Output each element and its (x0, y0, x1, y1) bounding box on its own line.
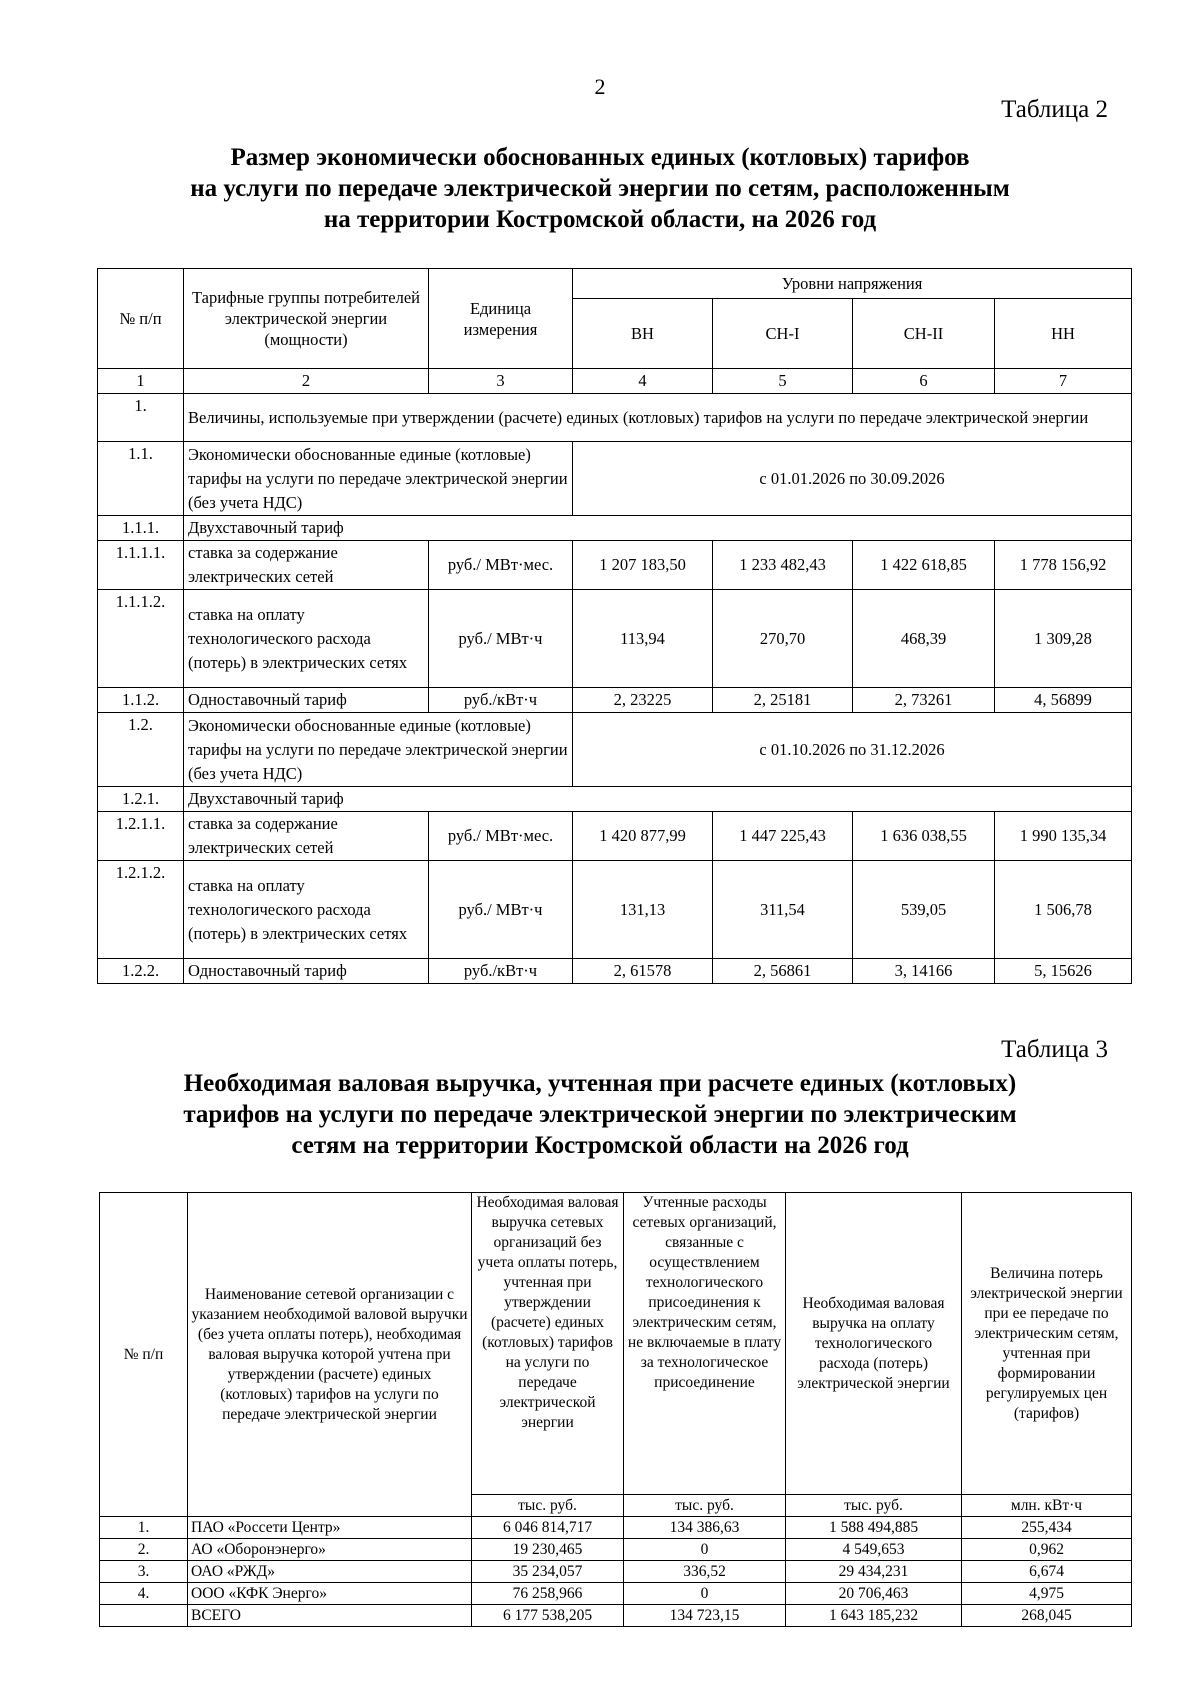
value-vn: 2, 23225 (573, 688, 713, 713)
value-sn1: 1 233 482,43 (713, 541, 853, 590)
header-num: № п/п (100, 1193, 188, 1517)
value-loss: 4 549,653 (786, 1539, 962, 1561)
table2-title-line: на услуги по передаче электрической энергии по сетям, расположенным (190, 175, 1010, 202)
value-nvv: 6 046 814,717 (472, 1517, 624, 1539)
col-number: 4 (573, 369, 713, 394)
row-unit: руб./кВт·ч (429, 688, 573, 713)
row-num: 1.2.2. (98, 959, 184, 984)
row-name: ставка за содержание электрических сетей (184, 541, 429, 590)
page-number: 2 (594, 74, 606, 99)
header-nn: НН (995, 299, 1132, 369)
table3-title-line: тарифов на услуги по передаче электрической энергии по электрическим (183, 1101, 1017, 1128)
row-num: 1.2.1.1. (98, 812, 184, 861)
value-vn: 1 207 183,50 (573, 541, 713, 590)
org-name: ПАО «Россети Центр» (188, 1517, 472, 1539)
value-vn: 131,13 (573, 861, 713, 959)
row-num: 3. (100, 1561, 188, 1583)
total-loss: 1 643 185,232 (786, 1605, 962, 1627)
header-nvv: Необходимая валовая выручка сетевых организаций без учета оплаты потерь, учтенная при утверждении (расчете) единых (котловых) тарифов на услуги по передаче электрической энергии (472, 1193, 624, 1495)
row-num: 1.1.1.2. (98, 590, 184, 688)
value-volume: 4,975 (962, 1583, 1132, 1605)
row-num: 1.1.1.1. (98, 541, 184, 590)
row-name: ставка на оплату технологического расхода (потерь) в электрических сетях (184, 861, 429, 959)
header-sn2: СН-II (853, 299, 995, 369)
unit-nvv: тыс. руб. (472, 1495, 624, 1517)
row-num: 1.1.2. (98, 688, 184, 713)
value-loss: 20 706,463 (786, 1583, 962, 1605)
table2-title-line: на территории Костромской области, на 2026 год (323, 206, 877, 233)
total-nvv: 6 177 538,205 (472, 1605, 624, 1627)
table3-label: Таблица 3 (1001, 1036, 1108, 1063)
row-num: 1.1.1. (98, 516, 184, 541)
value-vn: 2, 61578 (573, 959, 713, 984)
header-num: № п/п (98, 269, 184, 369)
row-name: Экономически обоснованные единые (котловые) тарифы на услуги по передаче электрической энергии (без учета НДС) (184, 442, 573, 516)
period: с 01.01.2026 по 30.09.2026 (573, 442, 1132, 516)
value-sn2: 468,39 (853, 590, 995, 688)
value-sn2: 539,05 (853, 861, 995, 959)
table3-title (100, 1068, 1100, 1161)
unit-volume: млн. кВт·ч (962, 1495, 1132, 1517)
total-volume: 268,045 (962, 1605, 1132, 1627)
row-num: 1.1. (98, 442, 184, 516)
value-tp: 336,52 (624, 1561, 786, 1583)
header-tp-costs: Учтенные расходы сетевых организаций, связанные с осуществлением технологического присоединения к электрическим сетям, не включаемые в плату за технологическое присоединение (624, 1193, 786, 1495)
period: с 01.10.2026 по 31.12.2026 (573, 713, 1132, 787)
row-num: 1.2. (98, 713, 184, 787)
value-volume: 6,674 (962, 1561, 1132, 1583)
unit-loss: тыс. руб. (786, 1495, 962, 1517)
col-number: 5 (713, 369, 853, 394)
table2-label: Таблица 2 (1001, 96, 1108, 123)
row-name: ставка за содержание электрических сетей (184, 812, 429, 861)
row-name: ставка на оплату технологического расхода (потерь) в электрических сетях (184, 590, 429, 688)
table2-title (100, 142, 1100, 235)
total-tp: 134 723,15 (624, 1605, 786, 1627)
row-name: Двухставочный тариф (184, 516, 1132, 541)
revenue-table (99, 1192, 1132, 1627)
value-sn1: 311,54 (713, 861, 853, 959)
row-unit: руб./ МВт·ч (429, 861, 573, 959)
row-unit: руб./ МВт·ч (429, 590, 573, 688)
value-vn: 1 420 877,99 (573, 812, 713, 861)
value-volume: 0,962 (962, 1539, 1132, 1561)
header-voltage-levels: Уровни напряжения (573, 269, 1132, 299)
header-org-name: Наименование сетевой организации с указанием необходимой валовой выручки (без учета оплаты потерь), необходимая валовая выручка которой учтена при утверждении (расчете) единых (котловых) тарифов на услуги по передаче электрической энергии (188, 1193, 472, 1517)
col-number: 3 (429, 369, 573, 394)
tariff-table (97, 268, 1132, 984)
value-nn: 1 506,78 (995, 861, 1132, 959)
row-num (100, 1605, 188, 1627)
header-loss-revenue: Необходимая валовая выручка на оплату технологического расхода (потерь) электрической энергии (786, 1193, 962, 1495)
value-sn2: 1 636 038,55 (853, 812, 995, 861)
value-sn2: 1 422 618,85 (853, 541, 995, 590)
row-num: 1. (100, 1517, 188, 1539)
org-name: ОАО «РЖД» (188, 1561, 472, 1583)
value-tp: 0 (624, 1583, 786, 1605)
value-nn: 4, 56899 (995, 688, 1132, 713)
header-sn1: СН-I (713, 299, 853, 369)
value-loss: 1 588 494,885 (786, 1517, 962, 1539)
row-num: 2. (100, 1539, 188, 1561)
value-tp: 0 (624, 1539, 786, 1561)
header-group: Тарифные группы потребителей электрической энергии (мощности) (184, 269, 429, 369)
header-unit: Единица измерения (429, 269, 573, 369)
value-nvv: 76 258,966 (472, 1583, 624, 1605)
table-row (100, 1561, 1132, 1583)
total-label: ВСЕГО (188, 1605, 472, 1627)
table3-title-line: Необходимая валовая выручка, учтенная при расчете единых (котловых) (183, 1070, 1017, 1097)
section-heading: Величины, используемые при утверждении (расчете) единых (котловых) тарифов на услуги по передаче электрической энергии (184, 394, 1132, 442)
col-number: 6 (853, 369, 995, 394)
row-unit: руб./ МВт·мес. (429, 541, 573, 590)
row-num: 1. (98, 394, 184, 442)
value-nn: 1 778 156,92 (995, 541, 1132, 590)
table-row (100, 1583, 1132, 1605)
row-name: Одноставочный тариф (184, 688, 429, 713)
row-num: 1.2.1.2. (98, 861, 184, 959)
value-sn1: 2, 56861 (713, 959, 853, 984)
col-number: 2 (184, 369, 429, 394)
col-number: 7 (995, 369, 1132, 394)
table-row (100, 1517, 1132, 1539)
value-sn1: 2, 25181 (713, 688, 853, 713)
row-num: 4. (100, 1583, 188, 1605)
table-row (100, 1539, 1132, 1561)
total-row (100, 1605, 1132, 1627)
row-name: Экономически обоснованные единые (котловые) тарифы на услуги по передаче электрической энергии (без учета НДС) (184, 713, 573, 787)
value-nvv: 19 230,465 (472, 1539, 624, 1561)
value-nn: 1 990 135,34 (995, 812, 1132, 861)
org-name: АО «Оборонэнерго» (188, 1539, 472, 1561)
value-tp: 134 386,63 (624, 1517, 786, 1539)
header-vn: ВН (573, 299, 713, 369)
col-number: 1 (98, 369, 184, 394)
table2-title-line: Размер экономически обоснованных единых (котловых) тарифов (230, 144, 970, 171)
value-volume: 255,434 (962, 1517, 1132, 1539)
value-nn: 5, 15626 (995, 959, 1132, 984)
value-sn1: 1 447 225,43 (713, 812, 853, 861)
unit-tp: тыс. руб. (624, 1495, 786, 1517)
value-nn: 1 309,28 (995, 590, 1132, 688)
value-sn2: 2, 73261 (853, 688, 995, 713)
row-unit: руб./ МВт·мес. (429, 812, 573, 861)
row-unit: руб./кВт·ч (429, 959, 573, 984)
header-loss-volume: Величина потерь электрической энергии при ее передаче по электрическим сетям, учтенная при формировании регулируемых цен (тарифов) (962, 1193, 1132, 1495)
value-nvv: 35 234,057 (472, 1561, 624, 1583)
org-name: ООО «КФК Энерго» (188, 1583, 472, 1605)
value-vn: 113,94 (573, 590, 713, 688)
row-name: Двухставочный тариф (184, 787, 1132, 812)
row-name: Одноставочный тариф (184, 959, 429, 984)
value-loss: 29 434,231 (786, 1561, 962, 1583)
value-sn2: 3, 14166 (853, 959, 995, 984)
value-sn1: 270,70 (713, 590, 853, 688)
row-num: 1.2.1. (98, 787, 184, 812)
table3-title-line: сетям на территории Костромской области на 2026 год (291, 1132, 909, 1159)
